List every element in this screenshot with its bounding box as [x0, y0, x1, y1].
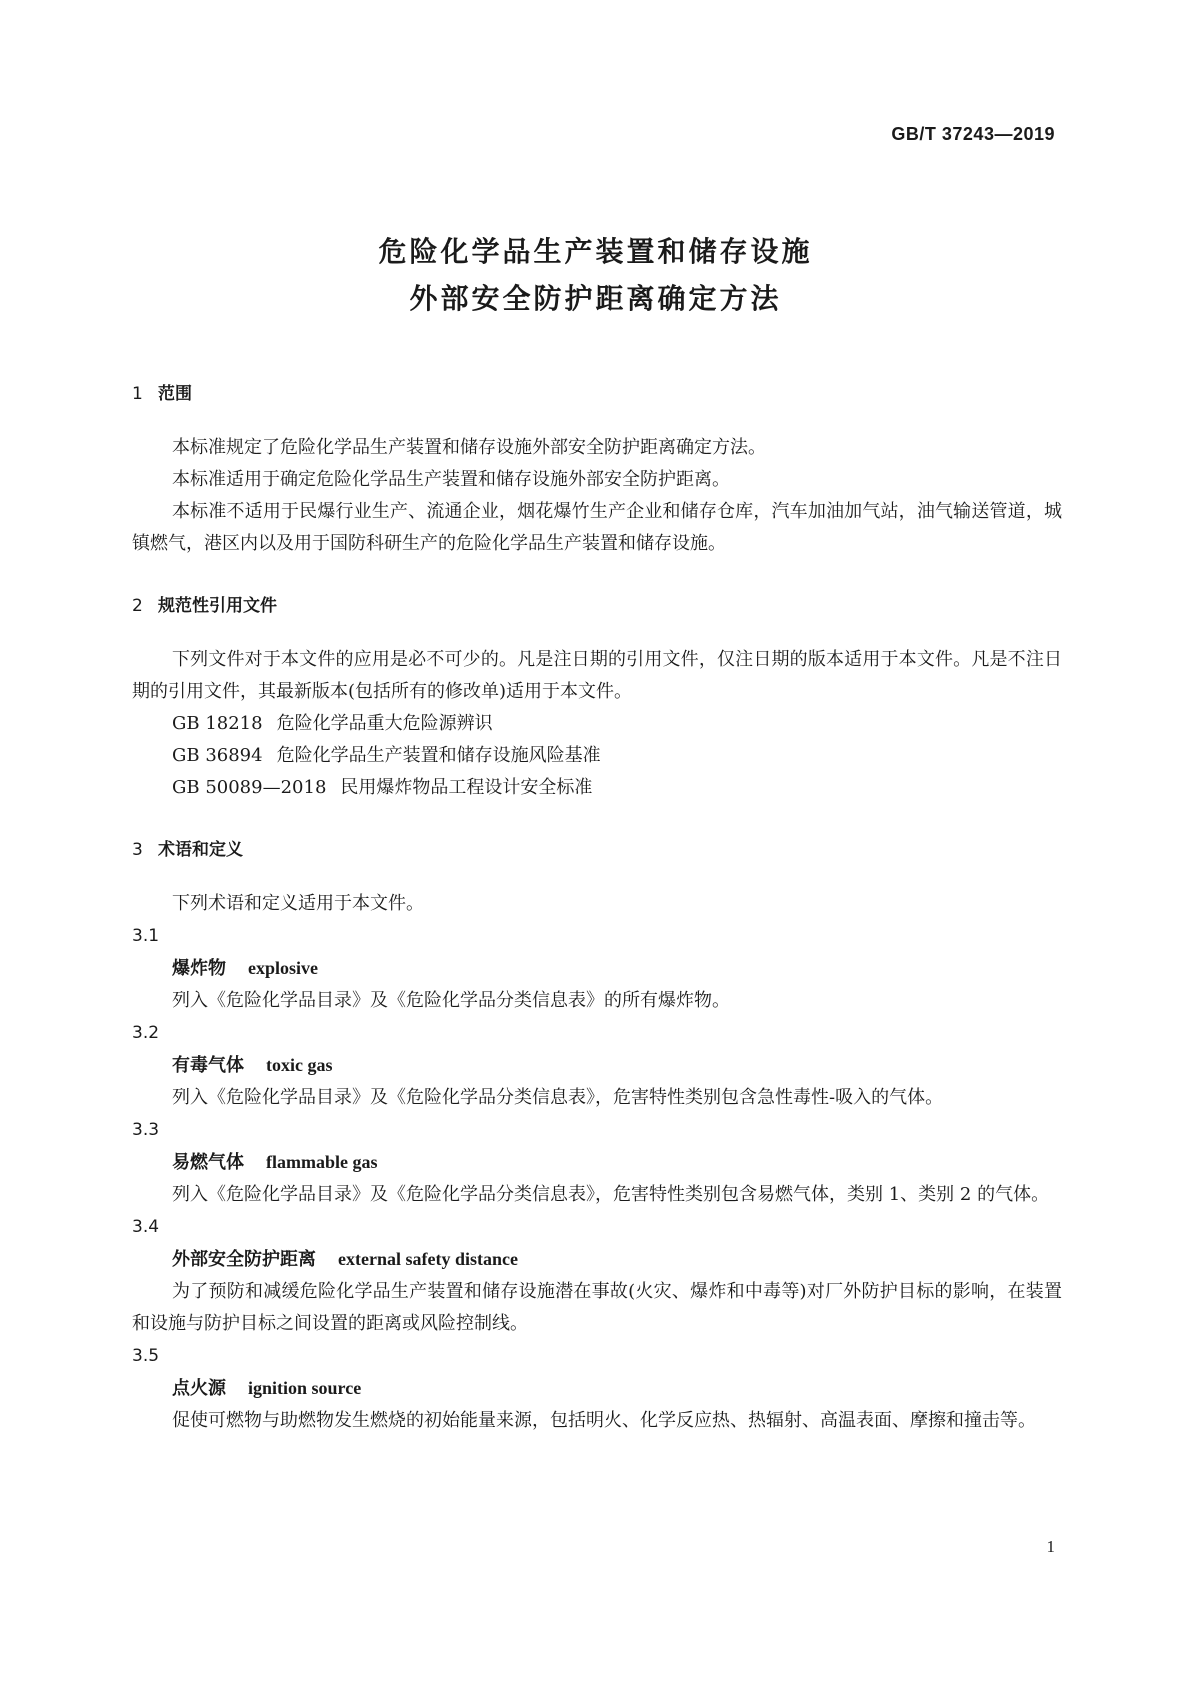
section-1-heading: [132, 378, 1062, 410]
section-2-intro: 下列文件对于本文件的应用是必不可少的。凡是注日期的引用文件，仅注日期的版本适用于本文件。凡是不注日期的引用文件，其最新版本(包括所有的修改单)适用于本文件。: [132, 649, 1062, 702]
reference-code: GB 36894: [172, 745, 263, 766]
section-1-paragraph: 本标准规定了危险化学品生产装置和储存设施外部安全防护距离确定方法。: [172, 437, 766, 458]
section-title: 规范性引用文件: [158, 596, 277, 616]
term-name: [132, 1372, 1062, 1405]
section-number: 3: [132, 840, 143, 860]
term-name: [132, 1049, 1062, 1082]
term-english: explosive: [248, 958, 318, 978]
term-name: [132, 1243, 1062, 1276]
document-title-line-2: 外部安全防护距离确定方法: [409, 282, 782, 315]
reference-code: GB 50089—2018: [172, 777, 327, 798]
term-name: [132, 952, 1062, 985]
term-english: flammable gas: [266, 1152, 378, 1172]
reference-code: GB 18218: [172, 713, 263, 734]
reference-item: [132, 708, 1062, 740]
term-definition: 列入《危险化学品目录》及《危险化学品分类信息表》，危害特性类别包含急性毒性-吸入的气体。: [172, 1087, 944, 1108]
document-body: [132, 378, 1062, 1437]
term-chinese: 易燃气体: [172, 1152, 244, 1173]
term-definition: 列入《危险化学品目录》及《危险化学品分类信息表》的所有爆炸物。: [172, 990, 730, 1011]
section-number: 1: [132, 384, 143, 404]
term-chinese: 爆炸物: [172, 958, 226, 979]
reference-title: 危险化学品生产装置和储存设施风险基准: [276, 745, 601, 766]
term-number: 3.1: [132, 926, 160, 946]
document-title-line-1: 危险化学品生产装置和储存设施: [378, 235, 813, 268]
section-1-paragraph: 本标准适用于确定危险化学品生产装置和储存设施外部安全防护距离。: [172, 469, 730, 490]
reference-title: 民用爆炸物品工程设计安全标准: [340, 777, 593, 798]
term-chinese: 有毒气体: [172, 1055, 244, 1076]
section-number: 2: [132, 596, 143, 616]
term-number: 3.3: [132, 1120, 160, 1140]
term-chinese: 外部安全防护距离: [172, 1249, 316, 1270]
section-1-paragraph: 本标准不适用于民爆行业生产、流通企业，烟花爆竹生产企业和储存仓库，汽车加油加气站，油气输送管道，城镇燃气，港区内以及用于国防科研生产的危险化学品生产装置和储存设施。: [132, 501, 1062, 554]
reference-item: [132, 740, 1062, 772]
term-definition: 为了预防和减缓危险化学品生产装置和储存设施潜在事故(火灾、爆炸和中毒等)对厂外防护目标的影响，在装置和设施与防护目标之间设置的距离或风险控制线。: [132, 1281, 1062, 1334]
page-number: 1: [1046, 1537, 1055, 1556]
section-2-heading: [132, 590, 1062, 622]
reference-title: 危险化学品重大危险源辨识: [276, 713, 493, 734]
term-number: 3.2: [132, 1023, 160, 1043]
term-number: 3.4: [132, 1217, 160, 1237]
standard-code: GB/T 37243—2019: [891, 124, 1055, 144]
section-title: 术语和定义: [158, 840, 243, 860]
term-number: 3.5: [132, 1346, 160, 1366]
term-definition: 列入《危险化学品目录》及《危险化学品分类信息表》，危害特性类别包含易燃气体，类别 1、类别 2 的气体。: [172, 1184, 1050, 1205]
section-3-heading: [132, 834, 1062, 866]
reference-item: [132, 772, 1062, 804]
term-english: toxic gas: [266, 1055, 333, 1075]
term-name: [132, 1146, 1062, 1179]
term-chinese: 点火源: [172, 1378, 226, 1399]
term-english: ignition source: [248, 1378, 362, 1398]
term-definition: 促使可燃物与助燃物发生燃烧的初始能量来源，包括明火、化学反应热、热辐射、高温表面、摩擦和撞击等。: [172, 1410, 1036, 1431]
term-english: external safety distance: [338, 1249, 518, 1269]
section-title: 范围: [158, 384, 192, 404]
section-3-intro: 下列术语和定义适用于本文件。: [172, 893, 424, 914]
